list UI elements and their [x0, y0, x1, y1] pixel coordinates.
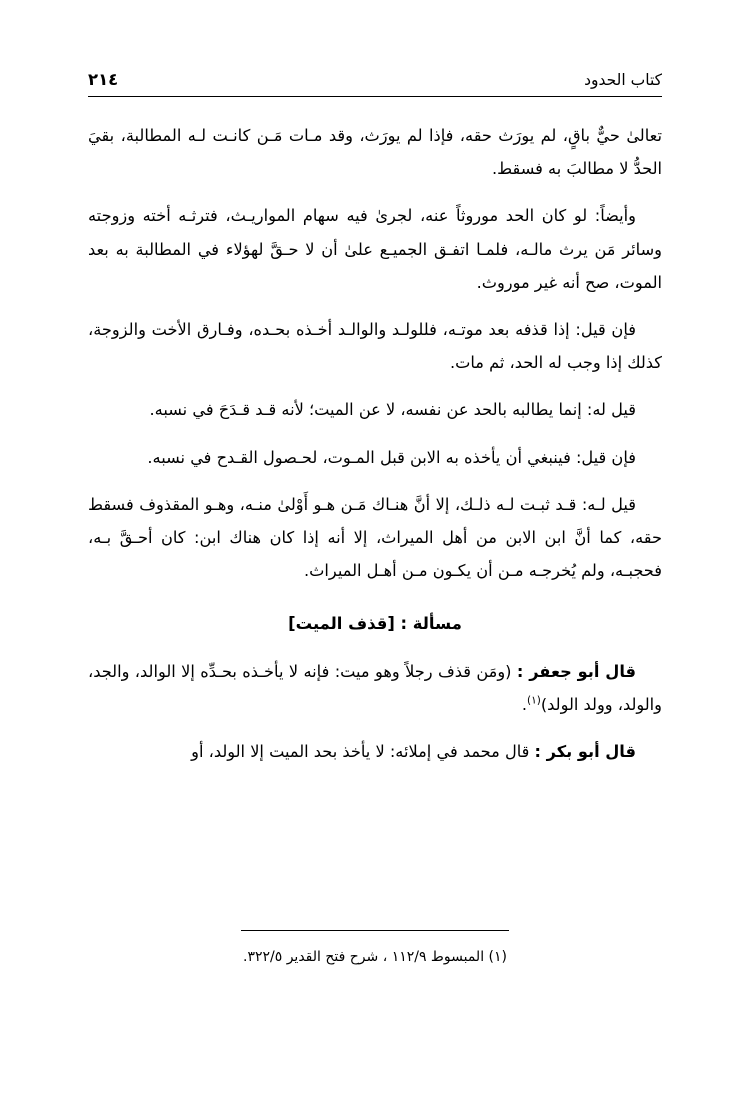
- footnote-text: (١) المبسوط ١١٢/٩ ، شرح فتح القدير ٣٢٢/٥.: [243, 949, 507, 966]
- paragraph: تعالىٰ حيٌّ باقٍ، لم يورَث حقه، فإذا لم يورَث، وقد مـات مَـن كانـت لـه المطالبة، بقيَ الحدُّ لا مطالبَ به فسقط.: [88, 126, 662, 179]
- paragraph: قيل لـه: قـد ثبـت لـه ذلـك، إلا أنَّ هنـاك مَـن هـو أَوْلىٰ منـه، وهـو المقذوف فسقط حقه، كما أنَّ ابن الابن من أهل الميراث، إلا أنه إذا كان هناك ابن: كان أحـقَّ بـه، فحجبـه، ولم يُخرجـه مـن أن يكـون مـن أهـل الميراث.: [88, 494, 662, 581]
- footnote-divider: [241, 930, 509, 931]
- quoted-paragraph: [88, 655, 662, 721]
- attribution-label: قال أبو بكر :: [534, 742, 636, 762]
- footnote-marker: (١): [526, 694, 541, 707]
- quoted-tail: .: [521, 695, 527, 715]
- page-number: ٢١٤: [88, 70, 119, 89]
- footnote-area: [88, 930, 662, 970]
- paragraph: فإن قيل: فينبغي أن يأخذه به الابن قبل المـوت، لحـصول القـدح في نسبه.: [147, 447, 636, 467]
- page-header: [88, 70, 662, 97]
- paragraph: وأيضاً: لو كان الحد موروثاً عنه، لجرىٰ فيه سهام المواريـث، فترثـه أخته وزوجته وسائر مَن يرث مالـه، فلمـا اتفـق الجميـع علىٰ أن لا حـقَّ لهؤلاء في المطالبة به بعد الموت، صح أنه غير موروث.: [88, 206, 662, 292]
- book-title: كتاب الحدود: [584, 71, 662, 89]
- body-text: [88, 119, 662, 769]
- paragraph: قيل له: إنما يطالبه بالحد عن نفسه، لا عن الميت؛ لأنه قـد قـدَحَ في نسبه.: [149, 400, 636, 420]
- quoted-text: قال محمد في إملائه: لا يأخذ بحد الميت إلا الولد، أو: [191, 742, 530, 762]
- quoted-paragraph: [88, 735, 662, 768]
- quoted-text: (ومَن قذف رجلاً وهو ميت: فإنه لا يأخـذه بحـدِّه إلا الوالد، والجد، والولد، وولد الولد): [88, 662, 662, 715]
- section-heading: مسألة : [قذف الميت]: [288, 614, 462, 634]
- page-content: [88, 70, 662, 783]
- paragraph: فإن قيل: إذا قذفه بعد موتـه، فللولـد والوالـد أخـذه بحـده، وفـارق الأخت والزوجة، كذلك إذا وجب له الحد، ثم مات.: [88, 320, 662, 373]
- attribution-label: قال أبو جعفر :: [516, 662, 636, 682]
